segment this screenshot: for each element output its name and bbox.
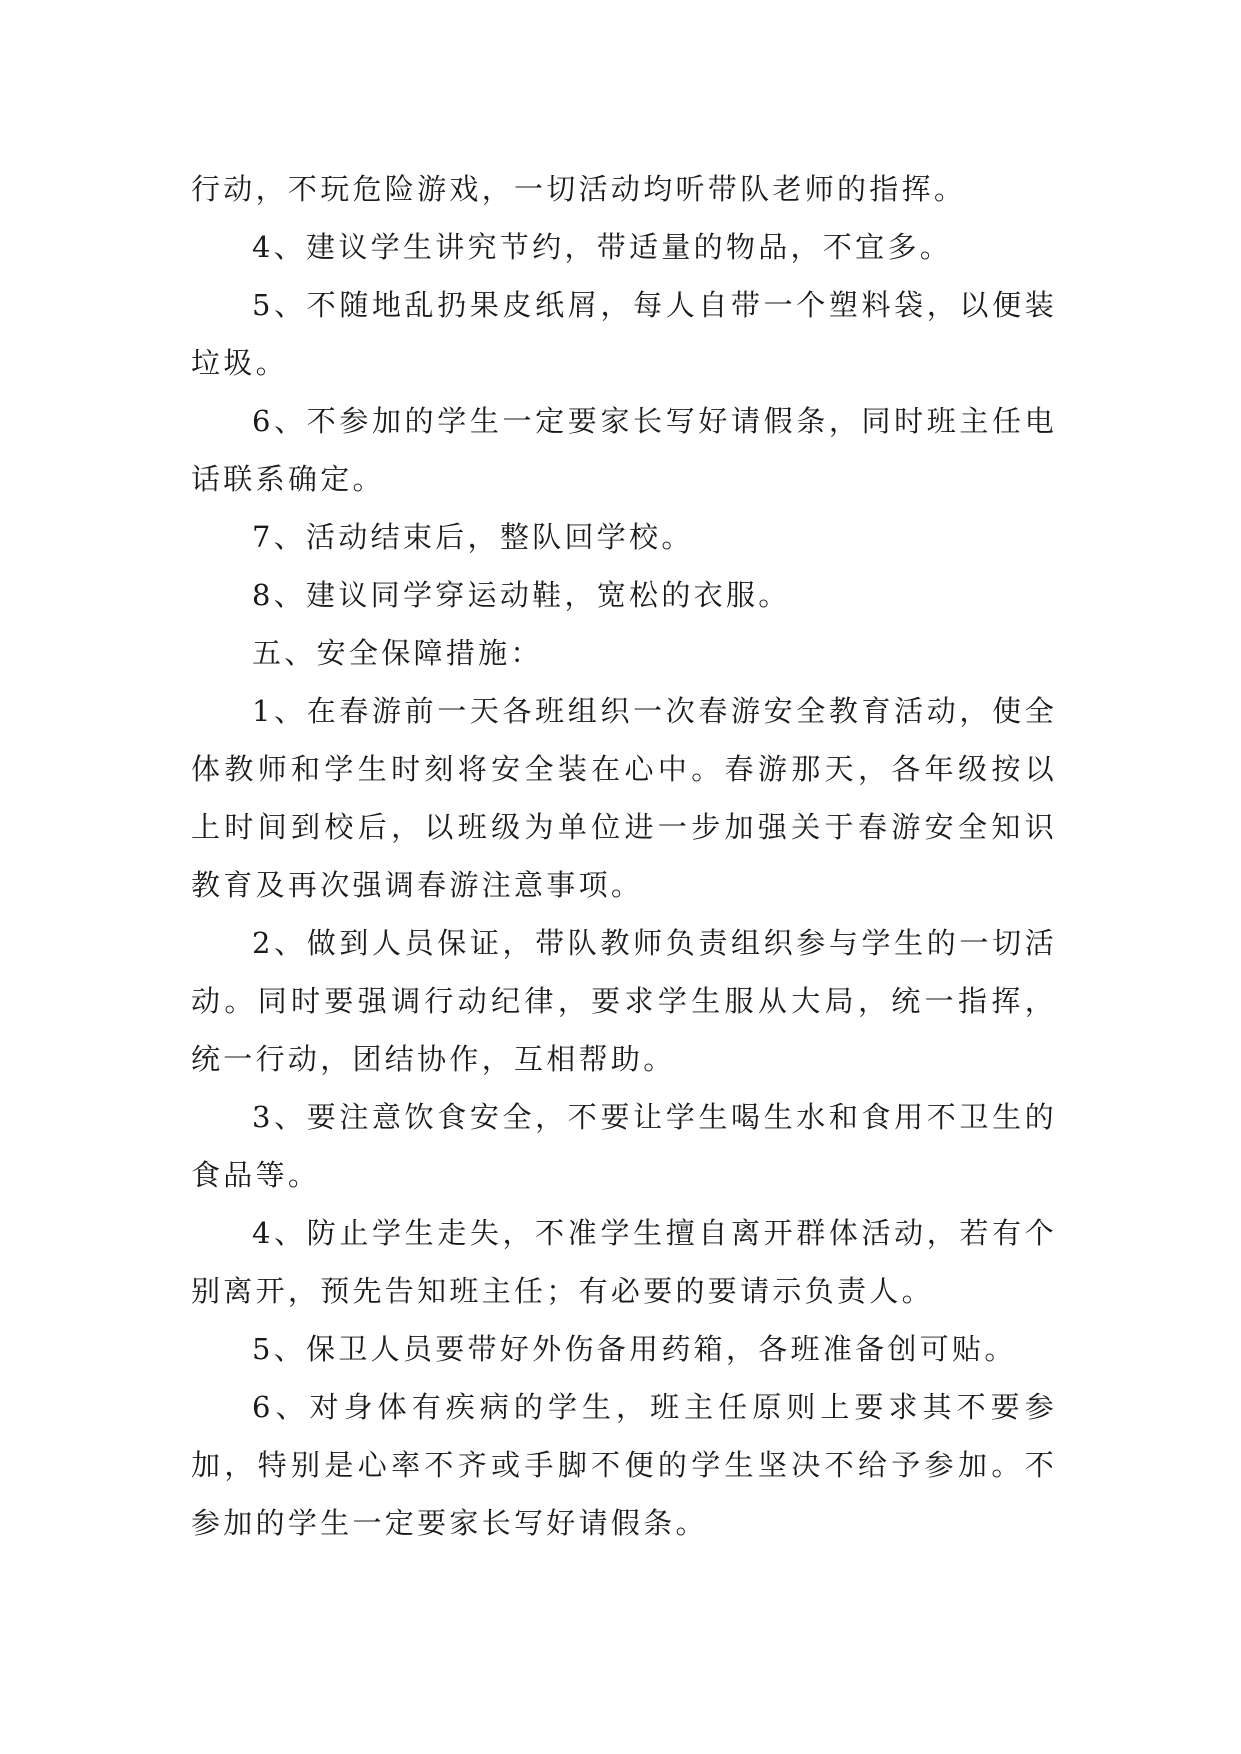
- paragraph-safety-3: 3、要注意饮食安全，不要让学生喝生水和食用不卫生的食品等。: [191, 1100, 1057, 1192]
- paragraph-safety-6: 6、对身体有疾病的学生，班主任原则上要求其不要参加，特别是心率不齐或手脚不便的学生坚决不给予参加。不参加的学生一定要家长写好请假条。: [191, 1390, 1057, 1540]
- paragraph-item-5-litter: 5、不随地乱扔果皮纸屑，每人自带一个塑料袋，以便装垃圾。: [191, 288, 1057, 380]
- paragraph-item-4-frugal: 4、建议学生讲究节约，带适量的物品，不宜多。: [252, 230, 953, 264]
- paragraph-item-6-leave-note: 6、不参加的学生一定要家长写好请假条，同时班主任电话联系确定。: [191, 404, 1057, 496]
- paragraph-safety-1: 1、在春游前一天各班组织一次春游安全教育活动，使全体教师和学生时刻将安全装在心中。春游那天，各年级按以上时间到校后，以班级为单位进一步加强关于春游安全知识教育及再次强调春游注意事项。: [191, 694, 1057, 902]
- paragraph-item-8-clothing: 8、建议同学穿运动鞋，宽松的衣服。: [252, 578, 791, 612]
- section-heading-safety: 五、安全保障措施：: [252, 636, 543, 670]
- paragraph-safety-5: 5、保卫人员要带好外伤备用药箱，各班准备创可贴。: [252, 1332, 1017, 1366]
- document-body: [191, 160, 1057, 1552]
- paragraph-item-7-return: 7、活动结束后，整队回学校。: [252, 520, 694, 554]
- paragraph-continuation: 行动，不玩危险游戏，一切活动均听带队老师的指挥。: [191, 172, 967, 206]
- paragraph-safety-2: 2、做到人员保证，带队教师负责组织参与学生的一切活动。同时要强调行动纪律，要求学生服从大局，统一指挥，统一行动，团结协作，互相帮助。: [191, 926, 1057, 1076]
- paragraph-safety-4: 4、防止学生走失，不准学生擅自离开群体活动，若有个别离开，预先告知班主任；有必要的要请示负责人。: [191, 1216, 1057, 1308]
